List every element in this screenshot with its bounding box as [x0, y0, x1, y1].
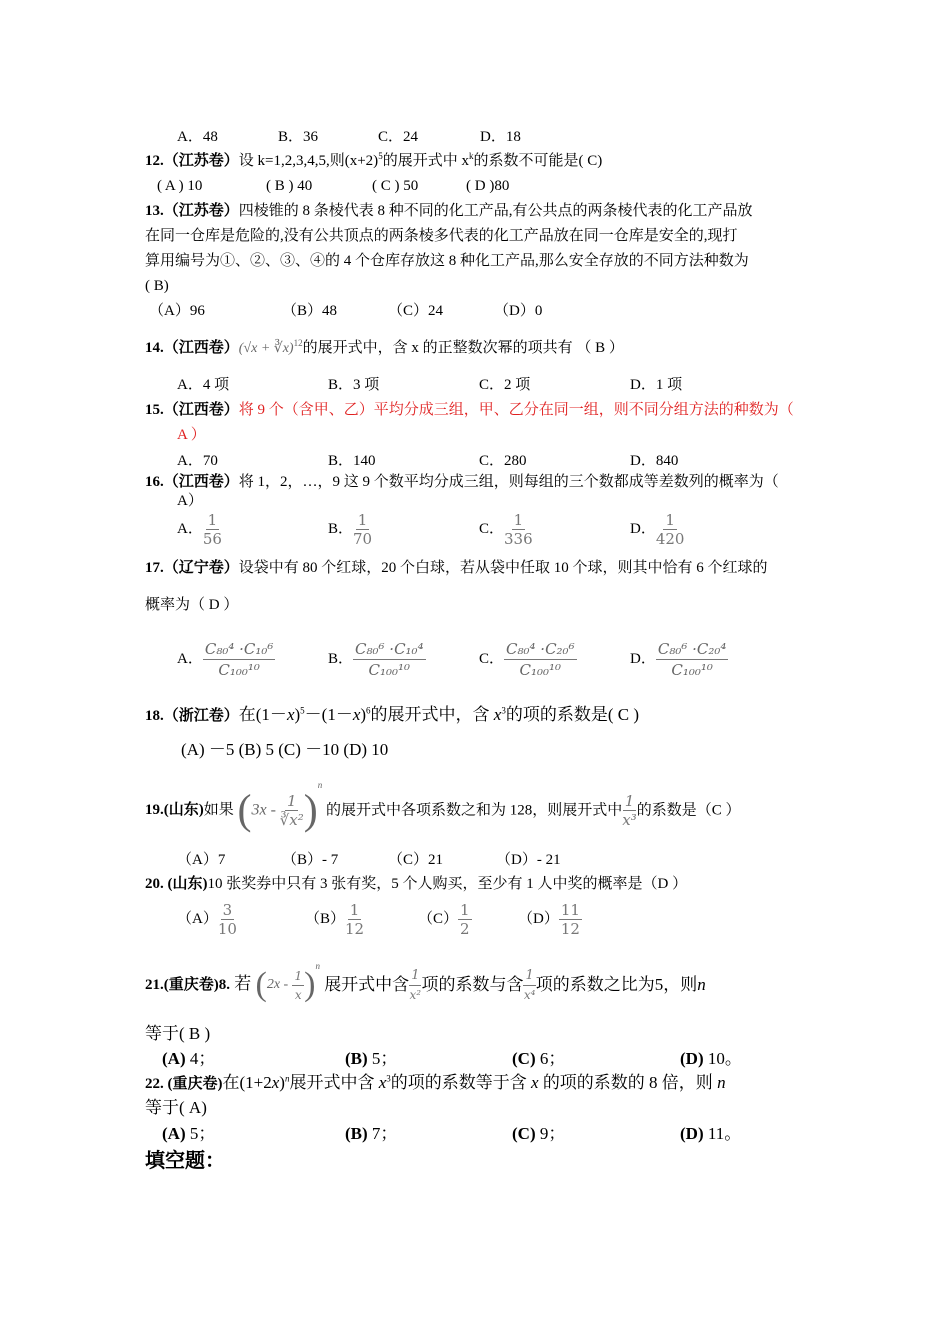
question-14 — [145, 338, 624, 359]
question-text: 的展开式中，含 x 的正整数次幂的项共有 （ B ） — [302, 340, 624, 356]
option-letter: A． — [177, 520, 203, 537]
question-text: 四棱锥的 8 条棱代表 8 种不同的化工产品,有公共点的两条棱代表的化工产品放 — [238, 203, 753, 219]
option-letter: （C） — [418, 910, 459, 927]
question-text: 算用编号为①、②、③、④的 4 个仓库存放这 8 种化工产品,那么安全存放的不同方法种数为 — [145, 253, 749, 269]
option-a: A．70 — [177, 453, 218, 469]
question-text: 的项的系数等于含 — [390, 1073, 527, 1092]
exponent: 6 — [366, 705, 371, 716]
option-letter: （D） — [518, 910, 559, 927]
option-a — [177, 902, 237, 937]
exponent: k — [468, 151, 474, 161]
question-text: 若 — [230, 974, 252, 993]
question-text: ( B) — [145, 278, 169, 294]
option-d: D．18 — [480, 129, 521, 145]
question-text: 设 k=1,2,3,4,5,则(x+2) — [238, 153, 379, 169]
fraction: $\frac{1}{56}$ — [202, 511, 222, 548]
variable: x — [378, 1073, 387, 1092]
option-c — [479, 512, 533, 547]
option-a: （A）96 — [149, 303, 205, 319]
option-letter: C． — [479, 650, 505, 667]
paren-left: ( — [237, 787, 252, 834]
question-21 — [145, 960, 706, 1008]
option-letter: （B） — [305, 910, 346, 927]
exponent: 3 — [386, 1073, 391, 1084]
question-text: 在同一仓库是危险的,没有公共顶点的两条棱多代表的化工产品放在同一仓库是安全的,现打 — [145, 228, 738, 244]
variable: x — [271, 1073, 280, 1092]
question-label: 12.（江苏卷） — [145, 153, 239, 169]
question-text: 等于( B ) — [145, 1024, 211, 1043]
paren-right: ) — [304, 966, 316, 1004]
paren-left: ( — [255, 966, 267, 1004]
formula: 2x - — [266, 977, 289, 993]
question-text: A） — [177, 493, 203, 509]
question-label: 22. (重庆卷) — [145, 1076, 223, 1092]
option-d — [630, 512, 684, 547]
fraction: $\frac{1}{\text{x³}}$ — [622, 792, 637, 830]
question-text: 等于( A) — [145, 1098, 207, 1117]
option-c: ( C ) 50 — [372, 178, 419, 194]
fraction: $\frac{1}{2}$ — [460, 901, 470, 938]
question-label: 16.（江西卷） — [145, 474, 239, 490]
question-text: A ） — [177, 427, 206, 443]
question-text: 项的系数与含 — [421, 975, 524, 995]
question-22 — [145, 1073, 726, 1094]
question-13 — [145, 201, 753, 221]
option-b: （B）- 7 — [282, 852, 339, 868]
fraction: $\frac{1}{\text{∛x²}}$ — [279, 792, 304, 830]
option-c: (C) 6； — [512, 1049, 566, 1068]
option-a: ( A ) 10 — [157, 178, 203, 194]
question-text: －(1－ — [304, 705, 353, 724]
exponent: 12 — [293, 338, 303, 348]
option-d: （D）0 — [494, 303, 543, 319]
option-letter: B． — [328, 520, 354, 537]
question-text: 设袋中有 80 个红球，20 个白球，若从袋中任取 10 个球，则其中恰有 6 个红球的 — [238, 560, 768, 576]
exponent: 5 — [378, 151, 383, 161]
question-text: 在(1－ — [238, 705, 287, 724]
question-text: 的系数不可能是( C) — [473, 153, 603, 169]
option-b: B．36 — [278, 129, 319, 145]
variable: n — [717, 1073, 726, 1092]
option-d: D．1 项 — [630, 377, 683, 393]
option-d: ( D )80 — [466, 178, 510, 194]
question-label: 13.（江苏卷） — [145, 203, 239, 219]
option-a — [177, 512, 222, 547]
question-20 — [145, 874, 687, 894]
option-b — [328, 512, 372, 547]
option-d: (D) 11。 — [680, 1124, 742, 1143]
option-a: （A）7 — [177, 852, 226, 868]
question-text: 如果 — [203, 802, 234, 818]
fraction: $\frac{\text{C₈₀⁶ ·C₂₀⁴}}{\text{C₁₀₀¹⁰}}$ — [657, 640, 727, 679]
question-text: ) — [279, 1073, 285, 1092]
variable: x — [531, 1073, 539, 1092]
exponent: n — [315, 961, 320, 971]
question-12 — [145, 151, 602, 171]
question-text: 的展开式中，含 — [370, 705, 490, 724]
option-c: C．280 — [479, 453, 527, 469]
formula: 3x - — [251, 801, 276, 819]
option-d — [518, 902, 582, 937]
variable: x — [493, 705, 502, 724]
option-letter: D． — [630, 650, 656, 667]
option-c — [479, 640, 577, 679]
fraction: $\frac{1}{70}$ — [353, 511, 373, 548]
question-text: 将 1，2，…，9 这 9 个数平均分成三组，则每组的三个数都成等差数列的概率为（ — [238, 474, 779, 490]
question-text: 项的系数之比为5，则 — [535, 975, 698, 995]
section-title: 填空题： — [145, 1148, 225, 1172]
question-text: 的系数是（C ） — [636, 802, 741, 819]
fraction: $\frac{\text{C₈₀⁴ ·C₂₀⁶}}{\text{C₁₀₀¹⁰}}$ — [506, 640, 575, 679]
paren-right: ) — [303, 787, 318, 834]
option-letter: B． — [328, 650, 354, 667]
fraction: $\frac{1}{336}$ — [504, 511, 533, 548]
option-a: A．48 — [177, 129, 218, 145]
exponent: n — [284, 1073, 290, 1084]
variable: x — [286, 705, 295, 724]
option-letter: （A） — [177, 910, 218, 927]
question-17 — [145, 558, 768, 578]
fraction: $\frac{1}{x}$ — [294, 968, 303, 1002]
fraction: $\frac{11}{12}$ — [560, 901, 580, 938]
fraction: $\frac{1}{\text{x⁴}}$ — [523, 967, 536, 1002]
question-text: 的项的系数的 8 倍，则 — [542, 1073, 713, 1092]
question-label: 19.(山东) — [145, 802, 204, 818]
option-c: （C）21 — [388, 852, 444, 868]
question-19 — [145, 782, 741, 838]
option-d — [630, 640, 728, 679]
question-options: (A) －5 (B) 5 (C) －10 (D) 10 — [181, 740, 389, 759]
option-b: ( B ) 40 — [266, 178, 313, 194]
option-d: D．840 — [630, 453, 679, 469]
fraction: $\frac{1}{\text{x²}}$ — [409, 967, 422, 1002]
option-c: C．2 项 — [479, 377, 531, 393]
option-b: B．3 项 — [328, 377, 380, 393]
question-text: 的展开式中各项系数之和为 128，则展开式中 — [325, 802, 623, 819]
question-label: 15.（江西卷） — [145, 402, 239, 418]
option-c: （C）24 — [388, 303, 444, 319]
fraction: $\frac{\text{C₈₀⁴ ·C₁₀⁶}}{\text{C₁₀₀¹⁰}}$ — [204, 640, 274, 679]
option-c: (C) 9； — [512, 1124, 566, 1143]
option-a — [177, 640, 275, 679]
formula: (√x + ∛x) — [238, 341, 294, 356]
option-b: (B) 5； — [345, 1049, 398, 1068]
option-d: （D）- 21 — [496, 852, 561, 868]
exponent: 5 — [300, 705, 305, 716]
question-text: ) — [360, 705, 367, 724]
exponent: n — [317, 780, 323, 790]
option-a: (A) 5； — [162, 1124, 216, 1143]
fraction: $\frac{1}{420}$ — [655, 511, 685, 548]
question-text: 将 9 个（含甲、乙）平均分成三组，甲、乙分在同一组，则不同分组方法的种数为（ — [238, 402, 794, 418]
option-letter: D． — [630, 520, 656, 537]
question-label: 21.(重庆卷)8. — [145, 977, 230, 993]
option-letter: C． — [479, 520, 505, 537]
option-c: C．24 — [378, 129, 419, 145]
question-text: 的项的系数是( C ) — [505, 705, 640, 724]
question-text: 的展开式中 x — [382, 153, 469, 169]
variable: n — [697, 975, 706, 995]
question-16 — [145, 472, 779, 492]
question-label: 17.（辽宁卷） — [145, 560, 239, 576]
option-c — [418, 902, 472, 937]
question-text: 10 张奖券中只有 3 张有奖，5 个人购买，至少有 1 人中奖的概率是（D ） — [207, 876, 688, 892]
exponent: 3 — [501, 705, 506, 716]
option-letter: A． — [177, 650, 203, 667]
fraction: $\frac{3}{10}$ — [217, 901, 237, 938]
variable: x — [352, 705, 361, 724]
question-text: 概率为（ D ） — [145, 597, 239, 613]
option-b: (B) 7； — [345, 1124, 398, 1143]
question-label: 14.（江西卷） — [145, 340, 239, 356]
option-b — [328, 640, 426, 679]
question-15 — [145, 400, 794, 420]
fraction: $\frac{1}{12}$ — [345, 901, 365, 938]
question-text: ) — [294, 705, 301, 724]
question-text: 在(1+2 — [222, 1073, 272, 1092]
option-a: A．4 项 — [177, 377, 230, 393]
option-b — [305, 902, 364, 937]
option-b: B．140 — [328, 453, 376, 469]
option-b: （B）48 — [282, 303, 338, 319]
question-label: 20. (山东) — [145, 876, 208, 892]
question-18 — [145, 705, 639, 726]
option-a: (A) 4； — [162, 1049, 216, 1068]
question-text: 展开式中含 — [289, 1073, 375, 1092]
question-text: 展开式中含 — [324, 975, 410, 995]
option-d: (D) 10。 — [680, 1049, 742, 1068]
fraction: $\frac{\text{C₈₀⁶ ·C₁₀⁴}}{\text{C₁₀₀¹⁰}}$ — [355, 640, 424, 679]
question-label: 18.（浙江卷） — [145, 708, 239, 724]
